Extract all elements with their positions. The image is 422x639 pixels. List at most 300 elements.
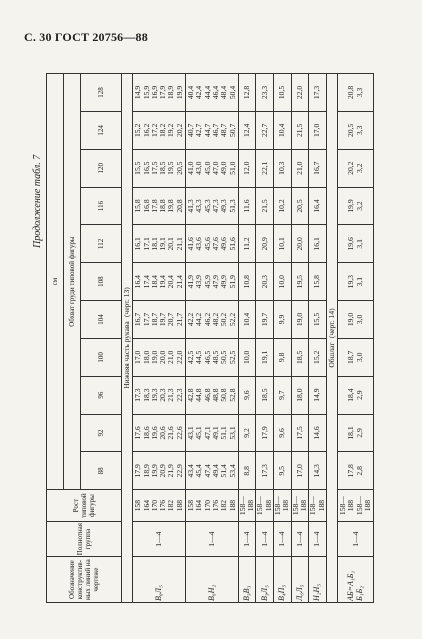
- measurement-value: 43,9: [194, 275, 204, 289]
- measurement-value: 17,3: [133, 388, 143, 402]
- chest-header: Обхват груди типовой фигуры: [64, 74, 81, 490]
- value-cell: [133, 111, 186, 149]
- measurement-value: 16,5: [141, 161, 151, 175]
- value-cell: [309, 187, 327, 225]
- measurement-value: 18,0: [294, 388, 304, 402]
- measurement-value: 52,8: [227, 388, 237, 402]
- measurement-value: 18,7: [149, 312, 159, 327]
- measurement-value: 21,5: [294, 123, 304, 137]
- measurement-value: 20,5: [346, 123, 356, 137]
- measurement-value: 16,7: [133, 312, 143, 327]
- designation-label: В₄П₅: [277, 584, 287, 601]
- value-cell: [256, 414, 274, 452]
- measurement-value: 19,2: [166, 123, 176, 137]
- measurement-value: 47,4: [202, 464, 212, 478]
- chest-value-header: 108: [81, 263, 122, 301]
- measurement-value: 14,3: [312, 464, 322, 478]
- height-value: 158—188: [290, 496, 308, 516]
- measurement-value: 18,1: [149, 237, 159, 251]
- height-value: 164: [194, 499, 204, 512]
- measurement-value: 19,3: [149, 388, 159, 402]
- designation-label: Л₆Л₅: [294, 584, 304, 601]
- value-cell: [274, 187, 292, 225]
- value-cell: [186, 376, 239, 414]
- measurement-value: 53,4: [227, 464, 237, 478]
- value-cell: [238, 149, 256, 187]
- measurement-value: 17,9: [158, 85, 168, 100]
- measurement-value: 19,4: [158, 275, 168, 289]
- measurement-value: 49,9: [219, 275, 229, 289]
- value-cell: [256, 338, 274, 376]
- measurement-value: 22,1: [259, 161, 269, 175]
- measurement-value: 20,1: [166, 237, 176, 251]
- value-cell: [133, 338, 186, 376]
- measurement-value: 50,7: [227, 123, 237, 137]
- value-cell: [274, 452, 292, 490]
- value-cell: [291, 414, 309, 452]
- value-cell: [291, 452, 309, 490]
- value-cell: [309, 338, 327, 376]
- value-cell: [274, 263, 292, 301]
- measurement-value: 3,1: [354, 276, 364, 287]
- row-group: 1—4: [133, 521, 186, 556]
- height-value: 170: [149, 499, 159, 512]
- measurement-value: 16,4: [133, 275, 143, 289]
- measurement-value: 18,9: [166, 85, 176, 100]
- row-group: 1—4: [309, 521, 327, 556]
- measurement-value: 17,6: [133, 426, 143, 440]
- measurement-value: 20,9: [259, 237, 269, 251]
- measurement-value: 41,9: [186, 275, 196, 289]
- measurement-value: 20,6: [158, 426, 168, 440]
- measurement-value: 18,1: [346, 426, 356, 440]
- measurement-value: 19,0: [346, 312, 356, 327]
- measurement-value: 49,3: [219, 199, 229, 213]
- measurement-value: 41,3: [186, 199, 196, 213]
- section-note: (черт. 13): [122, 287, 131, 317]
- measurement-value: 40,7: [186, 123, 196, 137]
- value-cell: [186, 263, 239, 301]
- measurement-value: 16,2: [141, 123, 151, 137]
- measurement-value: 17,8: [346, 464, 356, 478]
- value-cell: [238, 452, 256, 490]
- value-cell: [338, 376, 374, 414]
- value-cell: [274, 74, 292, 112]
- measurement-value: 10,8: [242, 275, 251, 289]
- measurement-value: 22,0: [174, 350, 184, 364]
- value-cell: [309, 225, 327, 263]
- measurement-value: 11,2: [242, 237, 251, 251]
- value-cell: [133, 74, 186, 112]
- measurement-value: 22,7: [259, 123, 269, 137]
- measurement-value: 17,4: [141, 275, 151, 289]
- value-cell: [291, 338, 309, 376]
- measurement-value: 15,5: [133, 161, 143, 175]
- row-height-cell: [238, 490, 256, 522]
- measurement-value: 45,1: [194, 426, 204, 440]
- value-cell: [309, 414, 327, 452]
- value-cell: [309, 452, 327, 490]
- value-cell: [133, 187, 186, 225]
- measurement-value: 17,8: [149, 199, 159, 213]
- height-value: 158—188: [237, 496, 256, 516]
- value-cell: [291, 187, 309, 225]
- measurement-value: 20,5: [294, 199, 304, 213]
- measurement-value: 14,9: [312, 388, 322, 402]
- value-cell: [274, 149, 292, 187]
- measurement-value: 15,8: [133, 199, 143, 213]
- measurement-value: 18,4: [346, 388, 356, 402]
- measurement-value: 21,5: [259, 199, 269, 213]
- chest-value-header: 116: [81, 187, 122, 225]
- measurement-value: 18,4: [149, 275, 159, 289]
- page-header: С. 30 ГОСТ 20756—88: [24, 30, 148, 44]
- measurement-value: 21,6: [166, 426, 176, 440]
- row-height-cell: [256, 490, 274, 522]
- measurement-value: 46,4: [210, 85, 220, 100]
- section-title-row: [122, 74, 133, 603]
- row-height-cell: [133, 490, 186, 522]
- value-cell: [186, 187, 239, 225]
- measurement-value: 17,7: [141, 312, 151, 327]
- measurement-value: 16,9: [149, 85, 159, 100]
- value-cell: [256, 376, 274, 414]
- row-group: 1—4: [238, 521, 256, 556]
- measurement-value: 12,8: [242, 85, 251, 100]
- measurement-value: 20,0: [158, 350, 168, 364]
- value-cell: [256, 452, 274, 490]
- value-cell: [256, 149, 274, 187]
- value-cell: [309, 301, 327, 339]
- value-cell: [238, 74, 256, 112]
- row-designation: [186, 557, 239, 603]
- measurement-value: 19,6: [149, 426, 159, 440]
- measurement-value: 43,3: [194, 199, 204, 213]
- value-cell: [338, 301, 374, 339]
- chest-value-header: 124: [81, 111, 122, 149]
- row-height-cell: [291, 490, 309, 522]
- height-value: 158: [186, 499, 196, 512]
- chest-value-header: 88: [81, 452, 122, 490]
- value-cell: [238, 111, 256, 149]
- measurement-value: 51,0: [227, 161, 237, 175]
- measurement-value: 3,3: [354, 87, 364, 98]
- row-designation: [256, 557, 274, 603]
- value-cell: [238, 187, 256, 225]
- measurement-value: 9,8: [277, 352, 287, 363]
- chest-value-header: 96: [81, 376, 122, 414]
- height-value: 158—188: [255, 496, 273, 516]
- measurement-value: 10,2: [277, 199, 287, 213]
- measurement-value: 22,9: [174, 464, 184, 478]
- value-cell: [291, 263, 309, 301]
- measurement-value: 49,0: [219, 161, 229, 175]
- measurement-value: 17,9: [133, 464, 143, 478]
- value-cell: [186, 74, 239, 112]
- value-cell: [338, 74, 374, 112]
- value-cell: [256, 225, 274, 263]
- measurement-value: 50,8: [219, 388, 229, 402]
- measurement-value: 47,9: [210, 275, 220, 289]
- value-cell: [274, 414, 292, 452]
- value-cell: [238, 376, 256, 414]
- measurement-value: 51,1: [219, 426, 229, 440]
- value-cell: [186, 452, 239, 490]
- measurement-value: 9,6: [277, 428, 287, 438]
- measurement-value: 17,0: [133, 350, 143, 364]
- measurement-value: 14,9: [133, 85, 143, 100]
- height-value: 158: [133, 499, 143, 512]
- measurement-value: 19,7: [158, 312, 168, 327]
- measurement-value: 44,5: [194, 350, 204, 364]
- height-value: 158—188: [338, 496, 356, 516]
- measurement-value: 21,3: [166, 388, 176, 402]
- measurement-value: 18,2: [158, 123, 168, 137]
- designation-label: В₃В₃: [242, 585, 251, 601]
- value-cell: [338, 225, 374, 263]
- value-cell: [274, 338, 292, 376]
- value-cell: [238, 414, 256, 452]
- height-header: Рост типовой фигуры: [47, 490, 122, 522]
- value-cell: [238, 301, 256, 339]
- measurement-value: 45,3: [202, 199, 212, 213]
- measurement-value: 20,2: [346, 161, 356, 175]
- height-value: 158—188: [308, 496, 326, 516]
- measurement-value: 2,9: [354, 428, 364, 438]
- measurement-value: 47,6: [210, 237, 220, 251]
- value-cell: [133, 225, 186, 263]
- measurement-value: 20,7: [166, 312, 176, 327]
- value-cell: [256, 301, 274, 339]
- row-group: 1—4: [274, 521, 292, 556]
- measurement-value: 3,0: [354, 314, 364, 325]
- measurement-value: 10,0: [242, 350, 251, 364]
- measurement-value: 19,1: [158, 237, 168, 251]
- measurement-value: 49,1: [210, 426, 220, 440]
- measurement-value: 17,0: [294, 464, 304, 478]
- measurement-value: 18,5: [294, 350, 304, 364]
- value-cell: [338, 187, 374, 225]
- measurement-value: 19,0: [294, 312, 304, 327]
- measurement-value: 47,3: [210, 199, 220, 213]
- section-title-row: [326, 74, 337, 603]
- value-cell: [291, 225, 309, 263]
- measurement-value: 10,1: [277, 237, 287, 251]
- measurement-value: 49,4: [210, 464, 220, 478]
- measurement-value: 40,4: [186, 85, 196, 100]
- measurement-value: 20,3: [158, 388, 168, 402]
- value-cell: [338, 111, 374, 149]
- table-continuation-caption: Продолжение табл. 7: [32, 154, 43, 248]
- measurement-value: 20,2: [174, 123, 184, 137]
- measurement-value: 10,0: [277, 275, 287, 289]
- height-value: 176: [210, 499, 220, 512]
- measurement-value: 22,3: [174, 388, 184, 402]
- designation-label: Б₁Б₂: [354, 586, 364, 601]
- height-value: 188: [227, 499, 237, 512]
- measurement-value: 9,2: [242, 428, 251, 438]
- measurement-value: 19,1: [259, 350, 269, 364]
- measurement-value: 18,9: [141, 464, 151, 478]
- row-designation: [238, 557, 256, 603]
- measurement-value: 47,0: [210, 161, 220, 175]
- designation-label: АБ=А₁Б₁: [346, 570, 356, 601]
- measurement-value: 20,3: [259, 275, 269, 289]
- measurement-value: 45,6: [202, 237, 212, 251]
- measurement-value: 19,5: [166, 161, 176, 175]
- measurement-value: 48,2: [210, 312, 220, 327]
- measurement-value: 15,9: [141, 85, 151, 100]
- measurement-value: 46,7: [210, 123, 220, 137]
- value-cell: [291, 111, 309, 149]
- measurement-value: 15,8: [312, 275, 322, 289]
- value-cell: [291, 74, 309, 112]
- measurement-value: 9,6: [242, 390, 251, 400]
- measurement-value: 21,0: [166, 350, 176, 364]
- height-value: 182: [166, 499, 176, 512]
- measurement-value: 2,8: [354, 466, 364, 476]
- height-value: 182: [219, 499, 229, 512]
- measurement-value: 19,6: [346, 237, 356, 251]
- measurement-value: 17,9: [259, 426, 269, 440]
- measurement-value: 46,2: [202, 312, 212, 327]
- measurement-value: 21,0: [294, 161, 304, 175]
- value-cell: [256, 74, 274, 112]
- measurement-value: 3,3: [354, 125, 364, 136]
- group-header: Полнотная группа: [47, 521, 122, 556]
- height-value: 164: [141, 499, 151, 512]
- measurement-value: 23,3: [259, 85, 269, 100]
- value-cell: [256, 187, 274, 225]
- measurement-value: 18,0: [141, 350, 151, 364]
- measurement-value: 20,0: [294, 237, 304, 251]
- measurement-value: 3,2: [354, 201, 364, 211]
- unit-header: см: [47, 74, 64, 490]
- measurement-value: 9,9: [277, 314, 287, 325]
- measurement-value: 8,8: [242, 466, 251, 476]
- measurement-value: 45,4: [194, 464, 204, 478]
- measurement-value: 43,4: [186, 464, 196, 478]
- measurement-value: 48,7: [219, 123, 229, 137]
- row-designation: [274, 557, 292, 603]
- measurement-value: 10,5: [277, 85, 287, 100]
- measurement-value: 10,4: [242, 312, 251, 327]
- measurement-value: 14,6: [312, 426, 322, 440]
- value-cell: [186, 301, 239, 339]
- designation-label: В₆Л₅: [154, 585, 164, 601]
- measurement-value: 52,5: [227, 350, 237, 364]
- designation-label: В₃Л₅: [259, 585, 269, 601]
- value-cell: [186, 225, 239, 263]
- measurement-value: 17,1: [141, 237, 151, 251]
- measurement-value: 48,5: [210, 350, 220, 364]
- height-value: 188: [174, 499, 184, 512]
- measurement-value: 45,0: [202, 161, 212, 175]
- measurement-value: 18,3: [141, 388, 151, 402]
- measurement-value: 15,2: [133, 123, 143, 137]
- measurement-value: 3,2: [354, 163, 364, 173]
- value-cell: [338, 263, 374, 301]
- height-value: 176: [158, 499, 168, 512]
- measurement-value: 20,8: [346, 85, 356, 100]
- value-cell: [338, 452, 374, 490]
- measurement-value: 17,5: [294, 426, 304, 440]
- measurement-value: 52,2: [227, 312, 237, 327]
- value-cell: [309, 376, 327, 414]
- value-cell: [133, 414, 186, 452]
- designation-label: Н₂Н₅: [312, 583, 322, 601]
- value-cell: [133, 452, 186, 490]
- chest-value-header: 104: [81, 301, 122, 339]
- value-cell: [338, 414, 374, 452]
- measurement-value: 20,8: [174, 199, 184, 213]
- measurement-value: 18,8: [158, 199, 168, 213]
- measurement-value: 20,4: [166, 275, 176, 289]
- measurement-value: 42,8: [186, 388, 196, 402]
- row-height-cell: [338, 490, 374, 522]
- value-cell: [133, 263, 186, 301]
- measurement-value: 19,5: [294, 275, 304, 289]
- row-height-cell: [274, 490, 292, 522]
- measurement-value: 9,5: [277, 466, 287, 476]
- value-cell: [133, 149, 186, 187]
- value-cell: [309, 111, 327, 149]
- row-group: 1—4: [256, 521, 274, 556]
- measurement-value: 2,9: [354, 390, 364, 400]
- section-note: (черт. 14): [326, 308, 336, 339]
- measurement-value: 49,6: [219, 237, 229, 251]
- chest-value-header: 112: [81, 225, 122, 263]
- measurement-value: 18,5: [259, 388, 269, 402]
- value-cell: [256, 263, 274, 301]
- chest-value-header: 100: [81, 338, 122, 376]
- measurement-value: 45,9: [202, 275, 212, 289]
- measurement-value: 44,2: [194, 312, 204, 327]
- measurement-value: 43,1: [186, 426, 196, 440]
- data-table: [46, 73, 374, 603]
- measurement-value: 50,5: [219, 350, 229, 364]
- measurement-value: 51,4: [219, 464, 229, 478]
- measurement-value: 12,4: [242, 123, 251, 137]
- measurement-value: 20,5: [174, 161, 184, 175]
- measurement-value: 44,4: [202, 85, 212, 100]
- value-cell: [238, 338, 256, 376]
- measurement-value: 21,1: [174, 237, 184, 251]
- measurement-value: 43,6: [194, 237, 204, 251]
- value-cell: [338, 338, 374, 376]
- measurement-value: 19,0: [149, 350, 159, 364]
- measurement-value: 15,5: [312, 312, 322, 327]
- measurement-value: 19,3: [346, 275, 356, 289]
- measurement-value: 16,1: [133, 237, 143, 251]
- height-value: 170: [202, 499, 212, 512]
- measurement-value: 18,6: [141, 426, 151, 440]
- row-group: 1—4: [338, 521, 374, 556]
- measurement-value: 19,7: [259, 312, 269, 327]
- measurement-value: 47,1: [202, 426, 212, 440]
- value-cell: [274, 301, 292, 339]
- measurement-value: 42,2: [186, 312, 196, 327]
- measurement-value: 42,5: [186, 350, 196, 364]
- row-designation: [133, 557, 186, 603]
- measurement-value: 46,8: [202, 388, 212, 402]
- value-cell: [274, 225, 292, 263]
- measurement-value: 17,0: [312, 123, 322, 137]
- row-height-cell: [309, 490, 327, 522]
- measurement-value: 16,8: [141, 199, 151, 213]
- height-value: 158—188: [273, 496, 291, 516]
- measurement-value: 50,2: [219, 312, 229, 327]
